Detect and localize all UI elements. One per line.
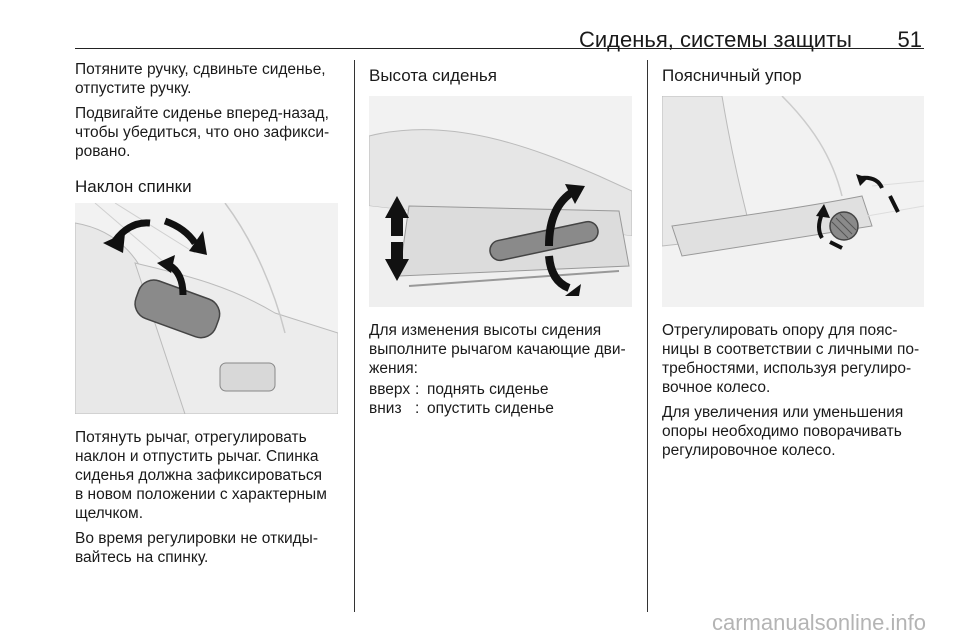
column-2-lower [369, 321, 634, 418]
backrest-recline-illustration [75, 203, 338, 414]
check-paragraph: Подвигайте сиденье вперед-назад, чтобы убедиться, что оно зафикси- ровано. [75, 105, 330, 160]
section-heading-seat-height: Высота сиденья [369, 66, 497, 85]
seat-height-paragraph: Для изменения высоты сидения выполните рычагом качающие дви- жения: [369, 322, 626, 377]
backrest-instructions-paragraph: Потянуть рычаг, отрегулировать наклон и отпустить рычаг. Спинка сиденья должна зафиксироваться в новом положении с характерным щелчком. [75, 429, 327, 522]
section-heading-backrest: Наклон спинки [75, 177, 192, 196]
column-3 [662, 58, 924, 86]
legend-term-up: вверх [369, 381, 411, 398]
legend-separator: : [415, 381, 420, 398]
seat-height-illustration [369, 96, 632, 307]
section-heading-lumbar: Поясничный упор [662, 66, 802, 85]
lumbar-adjust-paragraph: Отрегулировать опору для пояс- ницы в соответствии с личными по- требностями, используя регулиро- вочное колесо. [662, 322, 920, 396]
header-rule [75, 48, 924, 49]
running-header-title: Сиденья, системы защиты [578, 27, 852, 52]
page-number: 51 [897, 27, 922, 52]
legend-term-down: вниз [369, 400, 402, 417]
legend-desc-down: опустить сиденье [427, 400, 554, 417]
backrest-warning-paragraph: Во время регулировки не откиды- вайтесь на спинку. [75, 530, 318, 566]
column-divider-1 [354, 60, 355, 612]
legend-desc-up: поднять сиденье [427, 381, 549, 398]
column-1-lower [75, 428, 345, 567]
column-3-lower [662, 321, 924, 460]
watermark: carmanualsonline.info [711, 610, 926, 635]
legend-separator: : [415, 400, 420, 417]
lever-legend [369, 380, 634, 418]
column-1 [75, 58, 345, 197]
intro-paragraph: Потяните ручку, сдвиньте сиденье, отпустите ручку. [75, 61, 326, 97]
column-divider-2 [647, 60, 648, 612]
lumbar-support-illustration [662, 96, 924, 307]
column-2 [369, 58, 634, 86]
lumbar-wheel-paragraph: Для увеличения или уменьшения опоры необходимо поворачивать регулировочное колесо. [662, 404, 904, 459]
